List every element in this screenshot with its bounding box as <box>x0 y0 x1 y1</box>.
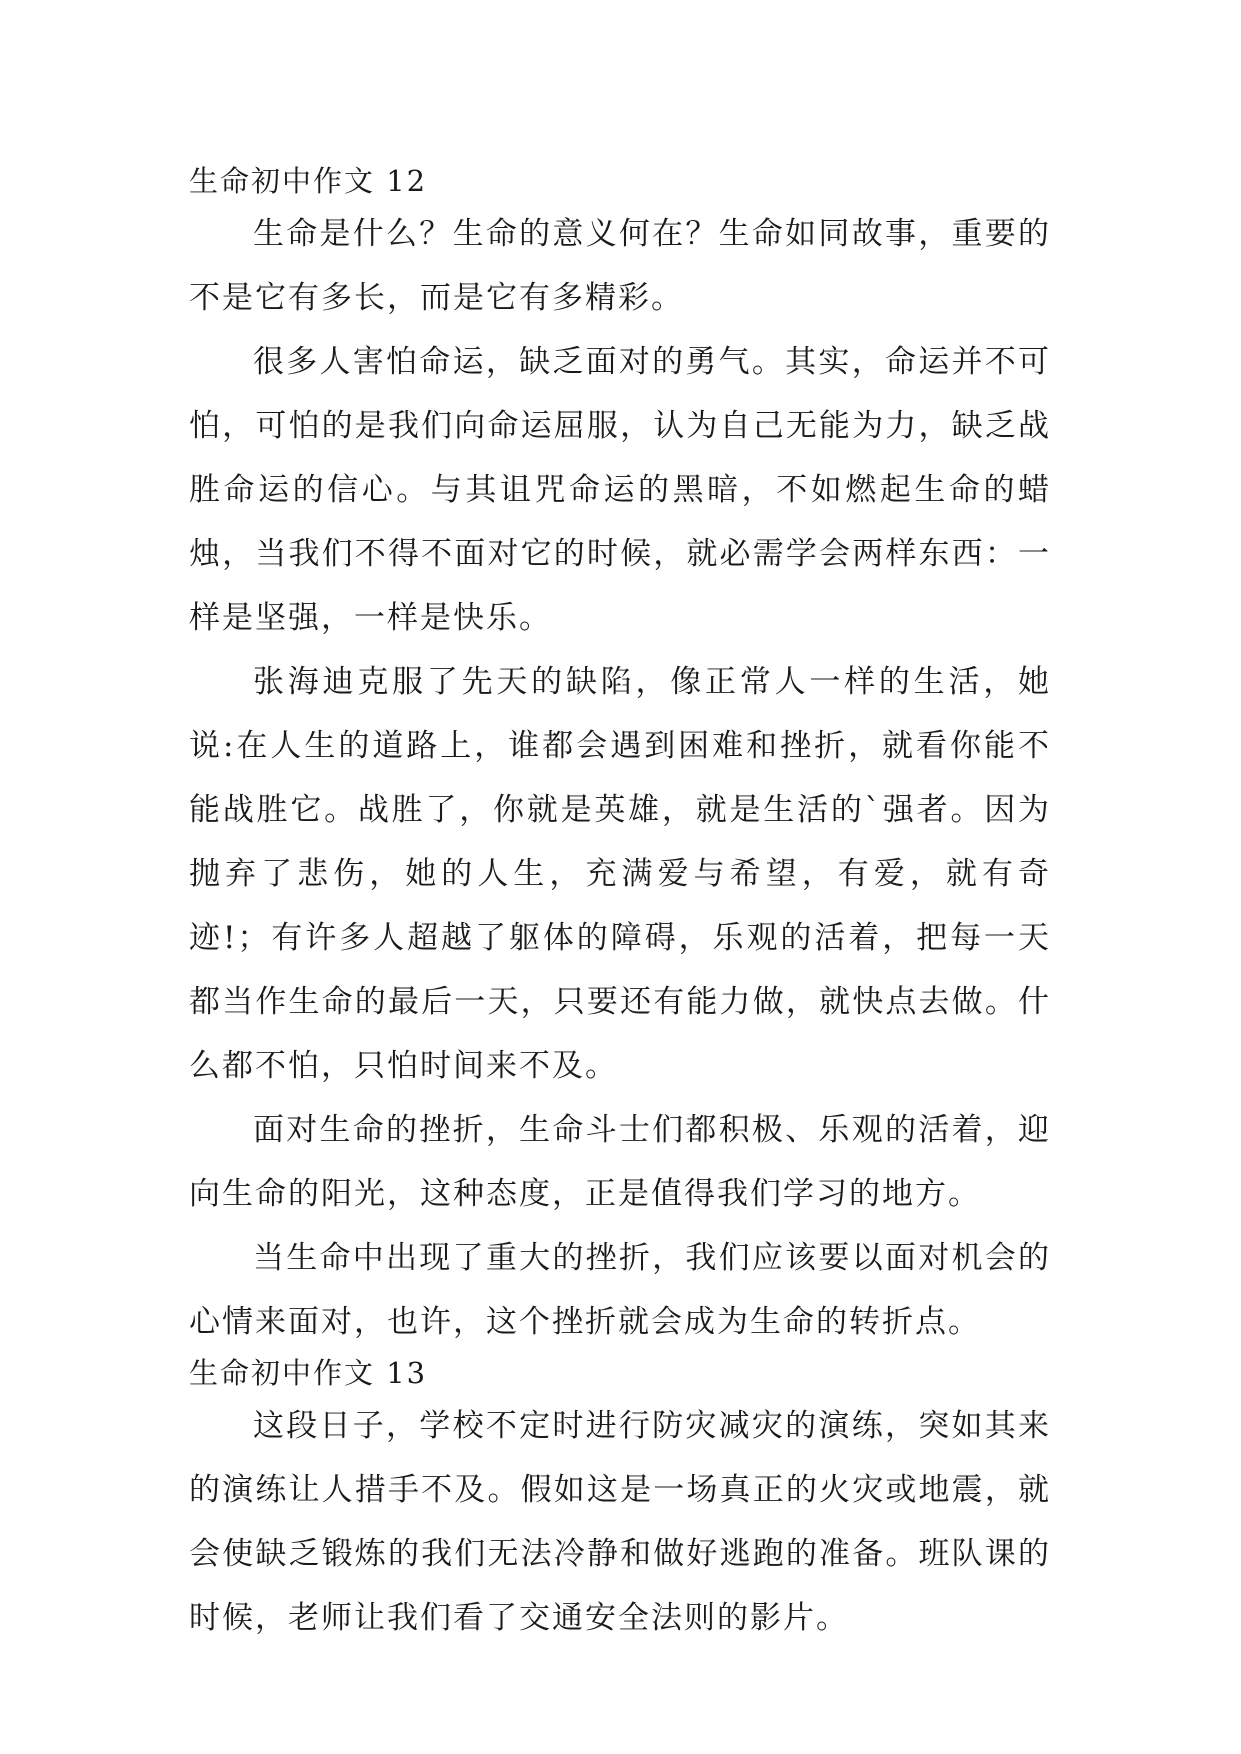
paragraph: 面对生命的挫折，生命斗士们都积极、乐观的活着，迎向生命的阳光，这种态度，正是值得我们学习的地方。 <box>189 1112 1051 1212</box>
essay-title-13: 生命初中作文 13 <box>189 1356 428 1390</box>
paragraph: 生命是什么？生命的意义何在？生命如同故事，重要的不是它有多长，而是它有多精彩。 <box>189 216 1051 316</box>
paragraph: 当生命中出现了重大的挫折，我们应该要以面对机会的心情来面对，也许，这个挫折就会成为生命的转折点。 <box>189 1240 1051 1340</box>
essay-title-12: 生命初中作文 12 <box>189 164 428 198</box>
paragraph: 张海迪克服了先天的缺陷，像正常人一样的生活，她说:在人生的道路上，谁都会遇到困难和挫折，就看你能不能战胜它。战胜了，你就是英雄，就是生活的`强者。因为抛弃了悲伤，她的人生，充满爱与希望，有爱，就有奇迹!；有许多人超越了躯体的障碍，乐观的活着，把每一天都当作生命的最后一天，只要还有能力做，就快点去做。什么都不怕，只怕时间来不及。 <box>189 664 1051 1084</box>
paragraph: 这段日子，学校不定时进行防灾减灾的演练，突如其来的演练让人措手不及。假如这是一场真正的火灾或地震，就会使缺乏锻炼的我们无法冷静和做好逃跑的准备。班队课的时候，老师让我们看了交通安全法则的影片。 <box>189 1408 1051 1636</box>
document-page <box>189 162 1051 1650</box>
paragraph: 很多人害怕命运，缺乏面对的勇气。其实，命运并不可怕，可怕的是我们向命运屈服，认为自己无能为力，缺乏战胜命运的信心。与其诅咒命运的黑暗，不如燃起生命的蜡烛，当我们不得不面对它的时候，就必需学会两样东西：一样是坚强，一样是快乐。 <box>189 344 1051 636</box>
